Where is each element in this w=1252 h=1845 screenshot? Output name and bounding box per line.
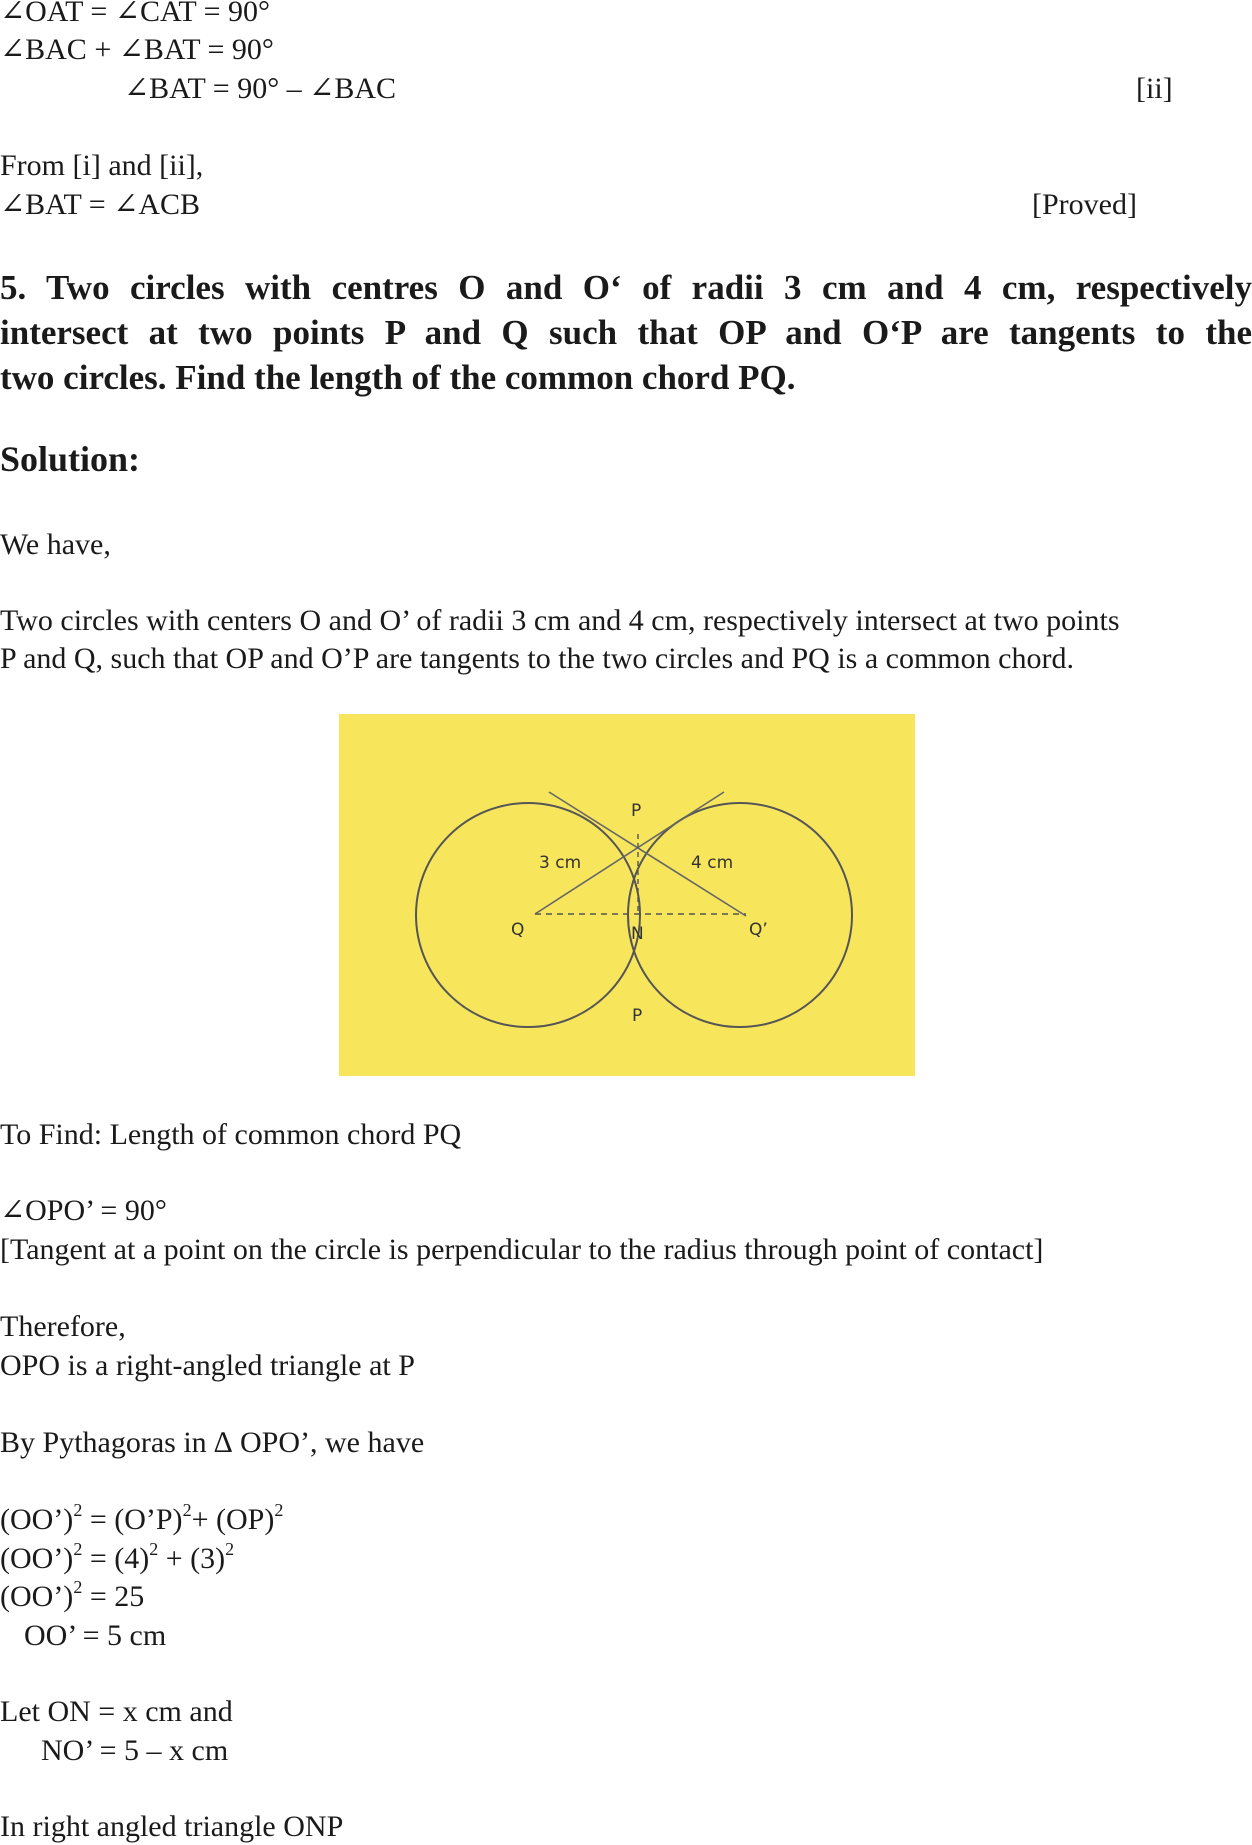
equation-line-oat: ∠OAT = ∠CAT = 90° — [0, 0, 271, 28]
question-block — [0, 265, 1252, 400]
reason-line: [Tangent at a point on the circle is perpendicular to the radius through point of contact] — [0, 1233, 1044, 1266]
eq2-middle: = (4) — [82, 1542, 150, 1575]
given-line-1: Two circles with centers O and O’ of radii 3 cm and 4 cm, respectively intersect at two points — [0, 604, 1120, 637]
equation-tag-ii: [ii] — [1136, 72, 1173, 105]
given-line-2: P and Q, such that OP and O’P are tangents to the two circles and PQ is a common chord. — [0, 642, 1074, 675]
figure-background — [339, 714, 915, 1076]
eq3-exp: 2 — [73, 1577, 83, 1597]
equation-2 — [0, 1541, 234, 1577]
question-line-3: two circles. Find the length of the common chord PQ. — [0, 358, 796, 397]
label-p-top: P — [631, 801, 642, 821]
last-line: In right angled triangle ONP — [0, 1810, 344, 1843]
label-p-bottom: P — [632, 1006, 643, 1026]
eq2-exp-1: 2 — [73, 1539, 83, 1559]
result-line: ∠BAT = ∠ACB — [0, 188, 201, 221]
eq1-right: + (OP) — [191, 1503, 275, 1536]
given-paragraph — [0, 602, 1120, 678]
equation-line-bat: ∠BAT = 90° – ∠BAC — [124, 72, 397, 105]
equation-line-bac-sum: ∠BAC + ∠BAT = 90° — [0, 33, 274, 66]
from-line: From [i] and [ii], — [0, 149, 204, 182]
eq1-exp-3: 2 — [274, 1500, 284, 1520]
angle-line: ∠OPO’ = 90° — [0, 1194, 167, 1227]
pythagoras-line: By Pythagoras in ∆ OPO’, we have — [0, 1426, 425, 1459]
label-q-right: Q’ — [749, 920, 768, 940]
we-have-line: We have, — [0, 528, 111, 561]
therefore-line: Therefore, — [0, 1310, 126, 1343]
label-r2: 4 cm — [691, 853, 734, 873]
eq2-right: + (3) — [158, 1542, 226, 1575]
label-n: N — [631, 924, 644, 944]
eq1-exp-1: 2 — [73, 1500, 83, 1520]
equation-4: OO’ = 5 cm — [24, 1619, 167, 1652]
eq3-left: (OO’) — [0, 1580, 74, 1613]
to-find-line: To Find: Length of common chord PQ — [0, 1118, 462, 1151]
eq1-middle: = (O’P) — [82, 1503, 183, 1536]
proved-tag: [Proved] — [1032, 188, 1137, 221]
eq2-left: (OO’) — [0, 1542, 74, 1575]
circles-figure — [339, 714, 915, 1076]
equation-1 — [0, 1502, 283, 1538]
let-line-2: NO’ = 5 – x cm — [41, 1734, 229, 1767]
let-line-1: Let ON = x cm and — [0, 1695, 233, 1728]
right-angle-line: OPO is a right-angled triangle at P — [0, 1349, 415, 1382]
eq1-exp-2: 2 — [182, 1500, 192, 1520]
eq2-exp-3: 2 — [225, 1539, 235, 1559]
eq3-right: = 25 — [82, 1580, 145, 1613]
eq1-left: (OO’) — [0, 1503, 74, 1536]
question-line-1: 5. Two circles with centres O and O‘ of radii 3 cm and 4 cm, respectively — [0, 268, 1252, 307]
question-line-2: intersect at two points P and Q such that OP and O‘P are tangents to the — [0, 313, 1252, 352]
eq2-exp-2: 2 — [149, 1539, 159, 1559]
solution-heading: Solution: — [0, 439, 141, 479]
label-r1: 3 cm — [539, 853, 582, 873]
label-q-left: Q — [511, 920, 525, 940]
equation-3 — [0, 1579, 144, 1615]
